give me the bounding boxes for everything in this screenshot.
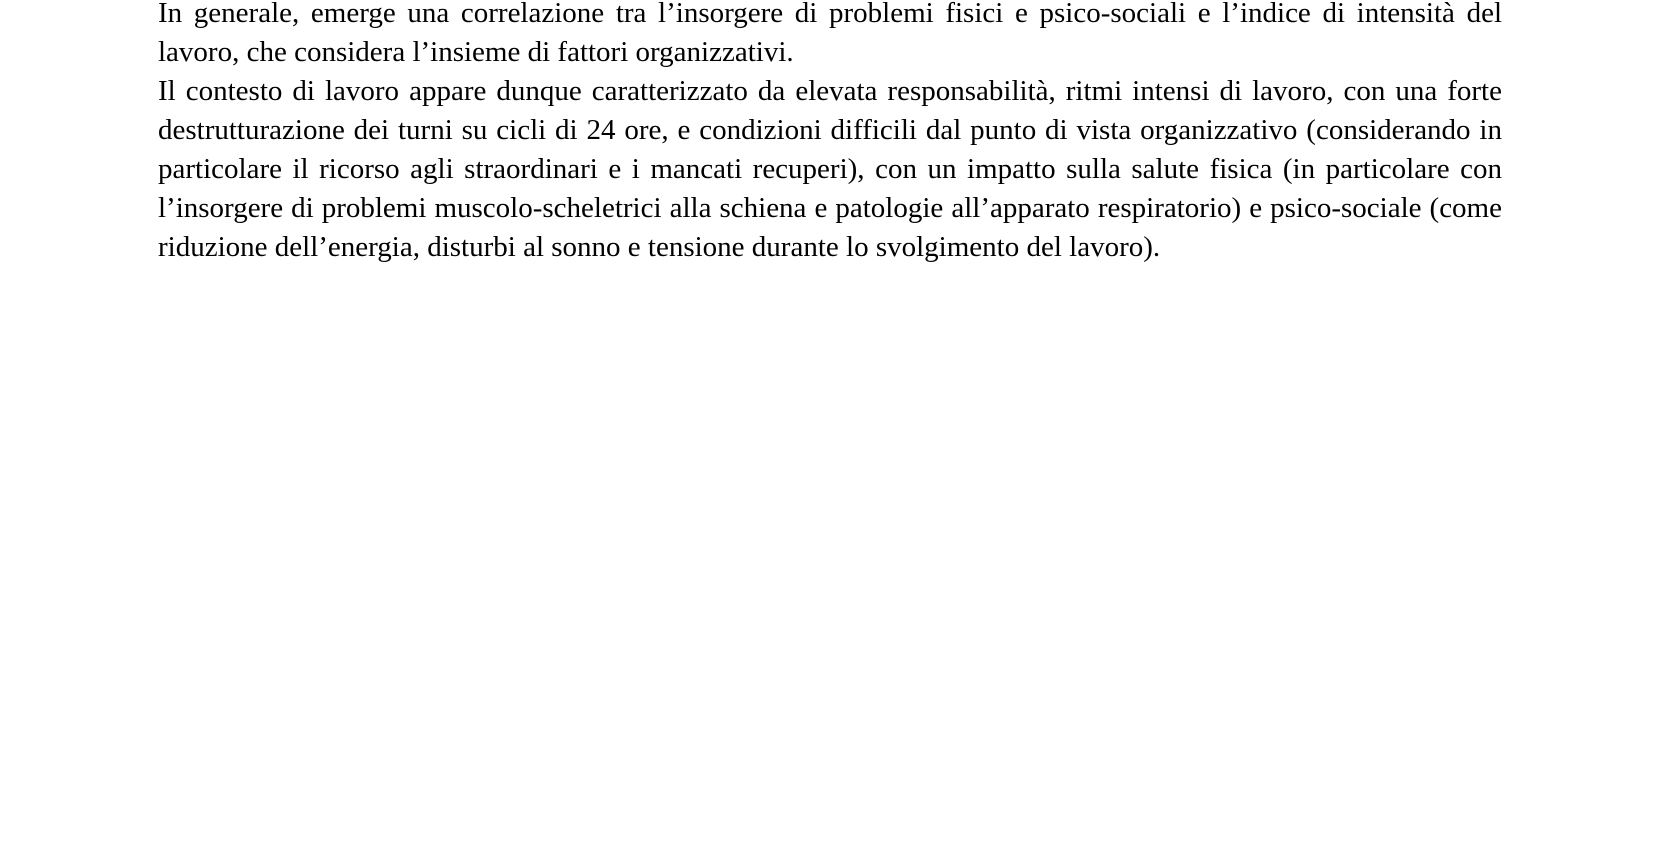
body-text: [158, 0, 1502, 267]
paragraph-work-context: Il contesto di lavoro appare dunque caratterizzato da elevata responsabilità, ritmi intensi di lavoro, con una forte destrutturazione dei turni su cicli di 24 ore, e condizioni difficili dal punto di vista organizzativo (considerando in particolare il ricorso agli straordinari e i mancati recuperi), con un impatto sulla salute fisica (in particolare con l’insorgere di problemi muscolo-scheletrici alla schiena e patologie all’apparato respiratorio) e psico-sociale (come riduzione dell’energia, disturbi al sonno e tensione durante lo svolgimento del lavoro).: [158, 75, 1502, 263]
paragraph-correlation: In generale, emerge una correlazione tra l’insorgere di problemi fisici e psico-sociali e l’indice di intensità del lavoro, che considera l’insieme di fattori organizzativi.: [158, 0, 1502, 68]
